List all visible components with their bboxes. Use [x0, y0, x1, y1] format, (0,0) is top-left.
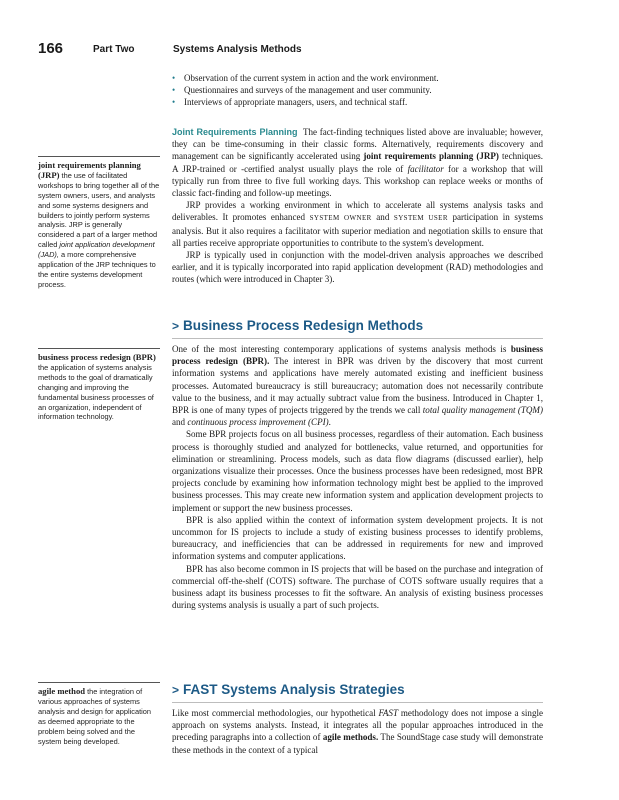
fast-paragraph-1 [172, 707, 543, 756]
text-run: and [371, 212, 394, 223]
text-run: The fact-finding techniques listed above are invaluable; however, they can be time-consuming in their classic forms. Alternatively, requirements discovery and management can be significantly accelerated using [172, 127, 544, 162]
bpr-paragraph-2: Some BPR projects focus on all business processes, regardless of their automation. Each business process is thoroughly studied and analyzed for bottlenecks, value returned, and opportunities for elimination or streamlining. Process models, such as data flow diagrams (discussed earlier), help organizations visualize their processes. Once the business processes have been redesigned, most BPR projects conclude by examining how information technology might best be applied to the improved business processes. This may create new information system and application development projects to implement or support the new business processes. [172, 429, 543, 513]
jrp-paragraph-2 [172, 199, 543, 249]
text-run: The SoundStage case study will demonstrate these methods in the context of a typical [172, 732, 543, 755]
italic-term: total quality management (TQM) [422, 405, 543, 416]
arrow-icon: > [172, 683, 180, 697]
key-term: joint requirements planning (JRP) [363, 151, 499, 162]
section-rule [172, 702, 543, 703]
text-run: for a workshop that will typically run from three to five full working days. This workshop can replace weeks or months of classic fact-finding and follow-up meetings. [172, 163, 544, 199]
margin-note-agile [38, 682, 160, 746]
text-run: The interest in BPR was driven by the discovery that most current information systems and applications have merely automated existing and inefficient business processes. Automated bureaucracy is still bureaucracy; automation does not necessarily contribute value to the business, and it may actually subtract value from the business. Introduced in Chapter 1, BPR is one of many types of projects triggered by the trends we call [172, 356, 543, 416]
margin-definition: the integration of various approaches of systems analysis and design for application as deemed appropriate to the problem being solved and the system being developed. [38, 687, 151, 746]
margin-term: joint requirements planning (JRP) [38, 160, 141, 180]
margin-term: agile method [38, 686, 86, 696]
margin-definition: a more comprehensive application of the JRP techniques to the entire systems development process. [38, 250, 156, 289]
key-term: agile methods. [322, 732, 379, 743]
text-run: participation in systems analysis. But it also requires a facilitator with superior mediation and negotiation skills to ensure that all parties receive appropriate opportunities to contribute to the system's development. [172, 212, 543, 248]
jrp-paragraph-1 [172, 126, 543, 199]
arrow-icon: > [172, 319, 180, 333]
bpr-paragraph-1 [172, 343, 543, 428]
bpr-paragraph-4: BPR has also become common in IS projects that will be based on the purchase and integration of commercial off-the-shelf (COTS) software. The purchase of COTS software usually requires that a business adapt its business processes to fit the software. An analysis of existing business processes during systems analysis is usually a part of such projects. [172, 563, 543, 611]
italic-term: facilitator [407, 163, 444, 174]
key-term: business process redesign (BPR). [172, 344, 543, 367]
text-run: JRP provides a working environment in which to accelerate all systems analysis tasks and deliverables. It promotes enhanced [172, 200, 543, 223]
bpr-section-heading [172, 318, 423, 333]
text-run: One of the most interesting contemporary applications of systems analysis methods is [172, 344, 511, 354]
bullet-item: • Observation of the current system in action and the work environment. [172, 72, 552, 84]
fast-section-heading [172, 682, 405, 697]
bullet-list [172, 72, 552, 108]
text-run: and [172, 417, 188, 428]
margin-note-bpr [38, 348, 160, 422]
margin-italic-term: joint application development (JAD), [38, 240, 155, 260]
bpr-section [172, 343, 543, 611]
heading-text: FAST Systems Analysis Strategies [183, 682, 405, 697]
margin-definition: the use of facilitated workshops to bring together all of the system owners, users, and analysts and some systems designers and builders to jointly perform systems analysis. JRP is generally considered a part of a larger method called [38, 170, 160, 250]
smallcaps-term: SYSTEM OWNER [309, 214, 372, 223]
margin-definition: the application of systems analysis methods to the goal of dramatically changing and improving the fundamental business processes of an organization, independent of information technology. [38, 362, 154, 422]
chapter-title: Systems Analysis Methods [173, 44, 302, 55]
smallcaps-term: SYSTEM USER [393, 214, 448, 223]
page-number: 166 [38, 40, 64, 57]
margin-note-jrp [38, 156, 160, 290]
italic-term: FAST [378, 708, 398, 718]
text-run: . [328, 417, 331, 428]
text-run: techniques. A JRP-trained or -certified analyst usually plays the role of [172, 151, 543, 174]
jrp-runin-heading: Joint Requirements Planning [172, 127, 298, 137]
fast-section [172, 707, 543, 756]
part-label: Part Two [93, 44, 135, 55]
jrp-paragraph-3: JRP is typically used in conjunction with the model-driven analysis approaches we described earlier, and it is typically incorporated into rapid application development (RAD) methodologies and routes (which were introduced in Chapter 3). [172, 250, 543, 285]
bullet-item: • Questionnaires and surveys of the management and user community. [172, 84, 552, 96]
jrp-section [172, 126, 543, 286]
section-rule [172, 338, 543, 339]
text-run: Like most commercial methodologies, our hypothetical [172, 708, 379, 718]
margin-term: business process redesign (BPR) [38, 352, 156, 362]
bpr-paragraph-3: BPR is also applied within the context of information system development projects. It is not uncommon for IS projects to include a study of existing business processes to identify problems, bureaucracy, and inefficiencies that can be addressed in requirements for new and improved information systems and computer applications. [172, 514, 543, 562]
text-run: methodology does not impose a single approach on systems analysts. Instead, it integrates all the popular approaches introduced in the preceding paragraphs into a collection of [172, 708, 543, 743]
bullet-item: • Interviews of appropriate managers, users, and technical staff. [172, 96, 552, 108]
italic-term: continuous process improvement (CPI) [187, 417, 329, 428]
heading-text: Business Process Redesign Methods [183, 318, 424, 333]
